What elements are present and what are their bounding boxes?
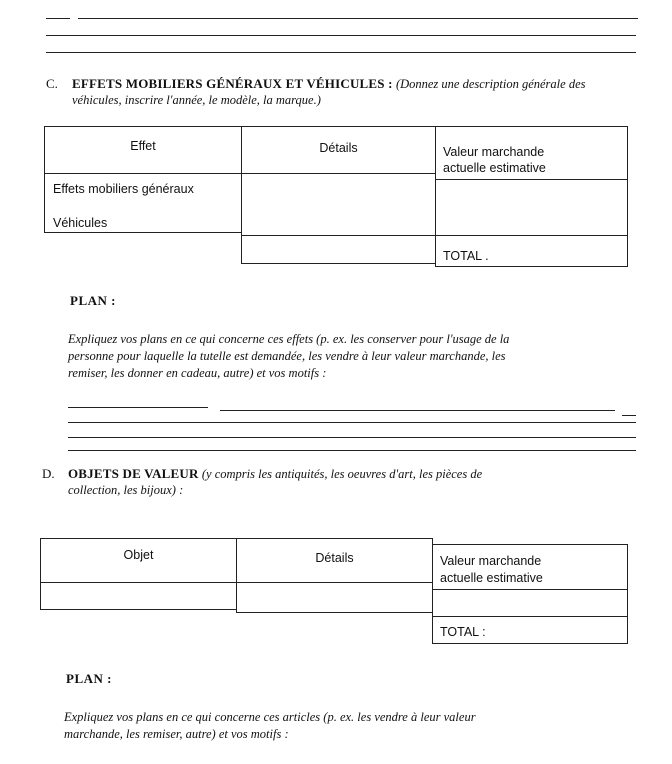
section-c-heading (72, 76, 612, 108)
section-c-letter: C. (46, 76, 58, 91)
section-d-plan-label: PLAN : (66, 671, 112, 686)
total-label: TOTAL . (443, 249, 489, 263)
col-details-header: Détails (319, 141, 358, 155)
total-details-cell (241, 235, 436, 264)
section-d-note-1: (y compris les antiquités, les oeuvres d'art, les pièces de (201, 467, 483, 481)
answer-line[interactable] (622, 415, 636, 416)
col-effet-header: Effet (130, 139, 156, 153)
section-d-plan-line-1: Expliquez vos plans en ce qui concerne ces articles (p. ex. les vendre à leur valeur (64, 710, 476, 724)
section-d-heading (68, 466, 588, 498)
col-valeur-header-2: actuelle estimative (443, 161, 546, 175)
col-objet-header: Objet (123, 548, 154, 562)
section-d-note-2: collection, les bijoux) : (68, 483, 184, 497)
writing-line (78, 18, 638, 19)
answer-line[interactable] (68, 437, 636, 438)
section-c-plan-line-3: remiser, les donner en cadeau, autre) et vos motifs : (68, 366, 327, 380)
answer-line[interactable] (68, 450, 636, 451)
section-d-plan-line-2: marchande, les remiser, autre) et vos motifs : (64, 727, 289, 741)
body-valeur-cell[interactable] (432, 589, 628, 617)
row-vehicules: Véhicules (53, 216, 108, 230)
answer-line[interactable] (68, 407, 208, 408)
col-details-header: Détails (315, 551, 354, 565)
body-objet-cell[interactable] (40, 582, 237, 610)
body-valeur-cell[interactable] (435, 179, 628, 236)
section-c-title: EFFETS MOBILIERS GÉNÉRAUX ET VÉHICULES : (72, 76, 393, 91)
section-c-plan-line-1: Expliquez vos plans en ce qui concerne ces effets (p. ex. les conserver pour l'usage de la (68, 332, 510, 346)
section-d-title: OBJETS DE VALEUR (68, 466, 199, 481)
body-details-cell[interactable] (236, 582, 433, 613)
body-details-cell[interactable] (241, 173, 436, 236)
col-valeur-header-1: Valeur marchande (443, 145, 545, 159)
section-c-note: (Donnez une description générale des véhicules, inscrire l'année, le modèle, la marque.) (72, 77, 586, 107)
writing-line (46, 18, 70, 19)
writing-line (46, 52, 636, 53)
col-valeur-header-2: actuelle estimative (440, 571, 543, 585)
writing-line (46, 35, 636, 36)
section-c-plan-line-2: personne pour laquelle la tutelle est demandée, les vendre à leur valeur marchande, les (68, 349, 506, 363)
section-c-plan-label: PLAN : (70, 293, 116, 308)
total-label: TOTAL : (440, 625, 486, 639)
answer-line[interactable] (220, 410, 615, 411)
answer-line[interactable] (68, 422, 636, 423)
section-d-letter: D. (42, 466, 55, 481)
col-valeur-header-1: Valeur marchande (440, 554, 542, 568)
row-effets-mobiliers: Effets mobiliers généraux (53, 182, 194, 196)
